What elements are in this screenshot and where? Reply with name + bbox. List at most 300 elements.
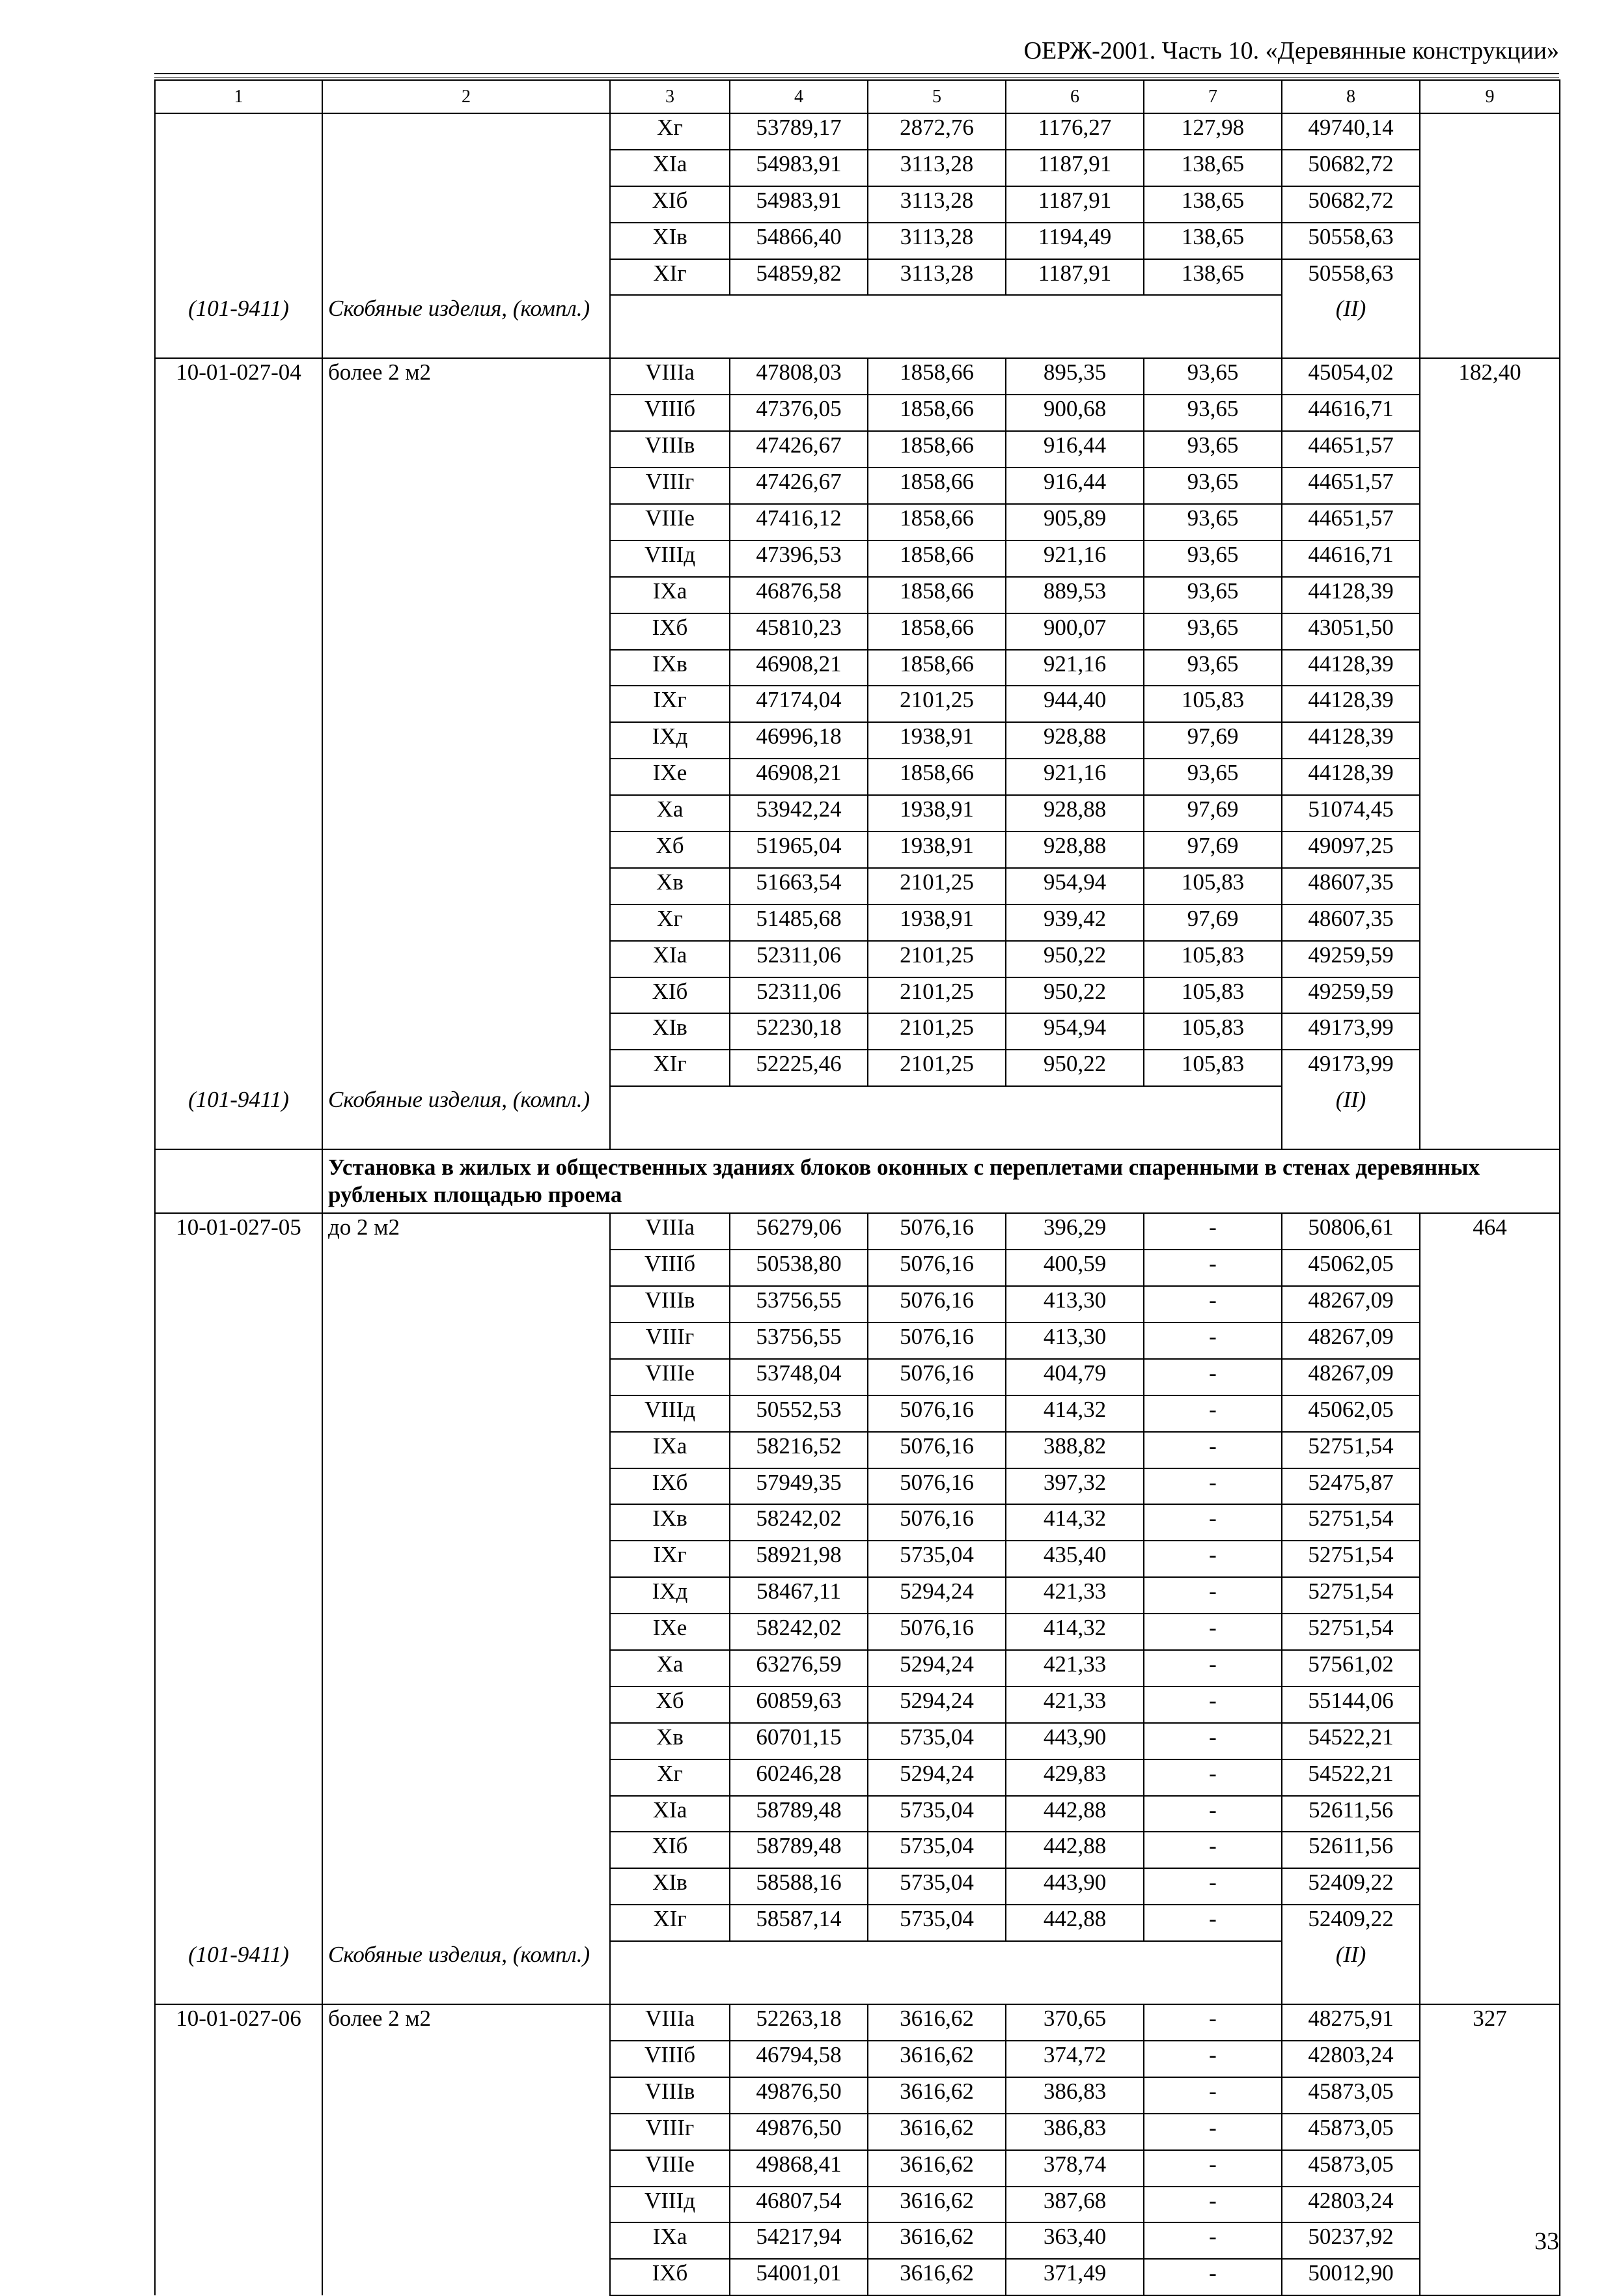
rate-code-cell (155, 650, 322, 686)
value-cell: 442,88 (1006, 1796, 1144, 1832)
value-cell: 900,68 (1006, 395, 1144, 431)
header-rule (154, 73, 1559, 74)
value-cell: 414,32 (1006, 1395, 1144, 1432)
value-cell: 387,68 (1006, 2187, 1144, 2223)
table-row (155, 2222, 1560, 2259)
value-cell: 50237,92 (1282, 2222, 1420, 2259)
value-cell: 50538,80 (730, 1250, 868, 1286)
value-cell: 47396,53 (730, 540, 868, 577)
rate-code-cell (155, 1541, 322, 1577)
zone-cell: VIIIг (610, 1323, 730, 1359)
value-cell: - (1144, 1432, 1282, 1468)
value-cell: 1938,91 (868, 904, 1006, 941)
table-row (155, 795, 1560, 832)
value-cell: 5076,16 (868, 1250, 1006, 1286)
value-cell: 5076,16 (868, 1395, 1006, 1432)
value-cell: 1938,91 (868, 795, 1006, 832)
value-cell: 58921,98 (730, 1541, 868, 1577)
rate-code-cell (155, 1868, 322, 1905)
value-cell: 5735,04 (868, 1723, 1006, 1759)
value-cell: 5294,24 (868, 1650, 1006, 1687)
value-cell: - (1144, 2222, 1282, 2259)
zone-cell: Xг (610, 113, 730, 150)
rate-name-cell (322, 150, 610, 186)
zone-cell: XIб (610, 186, 730, 223)
rate-name-cell (322, 1359, 610, 1395)
rate-name-cell (322, 1832, 610, 1868)
rate-code-cell (155, 395, 322, 431)
value-cell: 363,40 (1006, 2222, 1144, 2259)
note-text: Скобяные изделия, (компл.) (322, 1941, 610, 2004)
rate-name-cell (322, 2222, 610, 2259)
value-cell: 93,65 (1144, 650, 1282, 686)
value-cell: 52311,06 (730, 941, 868, 977)
rate-code-cell (155, 613, 322, 650)
zone-cell: XIб (610, 1832, 730, 1868)
table-body (155, 80, 1560, 2295)
value-cell: 53756,55 (730, 1323, 868, 1359)
value-cell: 45062,05 (1282, 1250, 1420, 1286)
zone-cell: VIIIе (610, 1359, 730, 1395)
rate-code-cell (155, 1577, 322, 1614)
rate-code-cell (155, 223, 322, 259)
rate-name-cell (322, 1687, 610, 1723)
zone-cell: IXв (610, 1504, 730, 1541)
rate-name-cell (322, 977, 610, 1014)
rate-name-cell (322, 868, 610, 904)
value-cell: 3616,62 (868, 2077, 1006, 2114)
zone-cell: IXе (610, 759, 730, 795)
zone-cell: VIIIг (610, 468, 730, 504)
value-cell: 1858,66 (868, 613, 1006, 650)
value-cell: 47426,67 (730, 468, 868, 504)
value-cell: 386,83 (1006, 2077, 1144, 2114)
rate-code-cell (155, 1050, 322, 1086)
table-row (155, 150, 1560, 186)
value-cell: 404,79 (1006, 1359, 1144, 1395)
value-cell: 421,33 (1006, 1687, 1144, 1723)
rate-code-cell (155, 2114, 322, 2150)
table-row (155, 186, 1560, 223)
value-cell: 921,16 (1006, 759, 1144, 795)
value-cell: 1858,66 (868, 431, 1006, 468)
value-cell: - (1144, 1650, 1282, 1687)
value-cell: 60246,28 (730, 1759, 868, 1796)
value-cell: 1858,66 (868, 395, 1006, 431)
value-cell: 1938,91 (868, 832, 1006, 868)
rate-name-cell (322, 468, 610, 504)
value-cell: 50558,63 (1282, 259, 1420, 296)
table-row (155, 113, 1560, 150)
rate-code-cell (155, 186, 322, 223)
value-cell: - (1144, 1687, 1282, 1723)
value-cell: 45054,02 (1282, 358, 1420, 395)
value-cell: 2101,25 (868, 1050, 1006, 1086)
value-cell: 47174,04 (730, 686, 868, 722)
value-cell: - (1144, 2187, 1282, 2223)
value-cell: 45810,23 (730, 613, 868, 650)
rate-name-cell (322, 577, 610, 613)
rate-name-cell (322, 2114, 610, 2150)
value-cell: 5076,16 (868, 1504, 1006, 1541)
rate-name-cell (322, 1650, 610, 1687)
value-cell: 954,94 (1006, 1013, 1144, 1050)
value-cell: - (1144, 1213, 1282, 1250)
value-cell: 45873,05 (1282, 2077, 1420, 2114)
zone-cell: VIIIв (610, 1286, 730, 1323)
value-cell: 413,30 (1006, 1286, 1144, 1323)
zone-cell: IXд (610, 1577, 730, 1614)
value-cell: 97,69 (1144, 795, 1282, 832)
section-title: Установка в жилых и общественных зданиях блоков оконных с переплетами спаренными в стенах деревянных рубленых площадью проема (322, 1149, 1560, 1213)
zone-cell: Xб (610, 1687, 730, 1723)
value-cell: 93,65 (1144, 395, 1282, 431)
value-cell: - (1144, 1868, 1282, 1905)
value-cell: 46807,54 (730, 2187, 868, 2223)
value-cell: 413,30 (1006, 1323, 1144, 1359)
value-cell: 105,83 (1144, 941, 1282, 977)
value-cell: 58789,48 (730, 1796, 868, 1832)
value-cell: 60701,15 (730, 1723, 868, 1759)
rate-code-cell (155, 2077, 322, 2114)
table-row (155, 941, 1560, 977)
column-number: 8 (1282, 80, 1420, 113)
value-cell: 5076,16 (868, 1432, 1006, 1468)
value-cell: 378,74 (1006, 2150, 1144, 2187)
value-cell: - (1144, 1905, 1282, 1941)
value-cell: 51074,45 (1282, 795, 1420, 832)
value-cell: 3616,62 (868, 2004, 1006, 2041)
note-row (155, 1086, 1560, 1149)
value-cell: 52611,56 (1282, 1796, 1420, 1832)
value-cell: 50806,61 (1282, 1213, 1420, 1250)
rate-code (155, 113, 322, 150)
value-cell: 49876,50 (730, 2077, 868, 2114)
value-cell: 5294,24 (868, 1687, 1006, 1723)
value-cell: 58242,02 (730, 1614, 868, 1650)
value-cell: 97,69 (1144, 832, 1282, 868)
value-cell: 52409,22 (1282, 1868, 1420, 1905)
value-cell: 58789,48 (730, 1832, 868, 1868)
column-number: 5 (868, 80, 1006, 113)
table-row (155, 577, 1560, 613)
zone-cell: XIа (610, 941, 730, 977)
table-row (155, 1905, 1560, 1941)
value-cell: 5076,16 (868, 1468, 1006, 1505)
rate-code: 10-01-027-04 (155, 358, 322, 395)
value-cell: 60859,63 (730, 1687, 868, 1723)
value-cell: 44128,39 (1282, 759, 1420, 795)
value-cell: 5076,16 (868, 1213, 1006, 1250)
rate-name-cell (322, 395, 610, 431)
value-cell: 105,83 (1144, 977, 1282, 1014)
value-cell: 54866,40 (730, 223, 868, 259)
value-cell: - (1144, 1323, 1282, 1359)
value-cell: 3113,28 (868, 259, 1006, 296)
value-cell: 44128,39 (1282, 686, 1420, 722)
value-cell: 3616,62 (868, 2114, 1006, 2150)
value-cell: 57949,35 (730, 1468, 868, 1505)
zone-cell: XIа (610, 150, 730, 186)
value-cell: 48267,09 (1282, 1359, 1420, 1395)
value-cell: 93,65 (1144, 577, 1282, 613)
zone-cell: IXб (610, 613, 730, 650)
value-cell: 3616,62 (868, 2187, 1006, 2223)
rate-name-cell (322, 650, 610, 686)
rate-name-cell (322, 795, 610, 832)
table-row (155, 2004, 1560, 2041)
table-row (155, 540, 1560, 577)
zone-cell: Xг (610, 904, 730, 941)
zone-cell: XIб (610, 977, 730, 1014)
rate-name-cell (322, 1796, 610, 1832)
table-row (155, 2077, 1560, 2114)
value-cell: 371,49 (1006, 2259, 1144, 2295)
table-row (155, 1723, 1560, 1759)
zone-cell: Xв (610, 868, 730, 904)
zone-cell: VIIIд (610, 540, 730, 577)
rate-name-cell (322, 186, 610, 223)
rate-code-cell (155, 1614, 322, 1650)
rate-name-cell (322, 1723, 610, 1759)
table-row (155, 2041, 1560, 2077)
value-cell: 1858,66 (868, 540, 1006, 577)
rate-code-cell (155, 1723, 322, 1759)
rate-code-cell (155, 1687, 322, 1723)
value-cell: 1858,66 (868, 504, 1006, 540)
value-cell: 52475,87 (1282, 1468, 1420, 1505)
table-row (155, 1759, 1560, 1796)
value-cell: 138,65 (1144, 259, 1282, 296)
zone-cell: VIIIб (610, 395, 730, 431)
rate-code-cell (155, 1832, 322, 1868)
table-row (155, 1796, 1560, 1832)
value-cell: 429,83 (1006, 1759, 1144, 1796)
value-cell: 44128,39 (1282, 650, 1420, 686)
rate-code-cell (155, 686, 322, 722)
rate-code-cell (155, 1432, 322, 1468)
value-cell: 54522,21 (1282, 1759, 1420, 1796)
rate-name-cell (322, 1395, 610, 1432)
zone-cell: IXа (610, 577, 730, 613)
value-cell: 105,83 (1144, 1050, 1282, 1086)
note-row (155, 1941, 1560, 2004)
value-cell: 47416,12 (730, 504, 868, 540)
value-cell: 53748,04 (730, 1359, 868, 1395)
note-text: Скобяные изделия, (компл.) (322, 1086, 610, 1149)
value-cell: 50682,72 (1282, 186, 1420, 223)
column-number: 4 (730, 80, 868, 113)
value-cell: 48267,09 (1282, 1286, 1420, 1323)
zone-cell: XIг (610, 1905, 730, 1941)
value-cell: 895,35 (1006, 358, 1144, 395)
value-cell: 2101,25 (868, 686, 1006, 722)
value-cell: 1858,66 (868, 358, 1006, 395)
value-cell: 49097,25 (1282, 832, 1420, 868)
note-code: (101-9411) (155, 1086, 322, 1149)
value-cell: 45062,05 (1282, 1395, 1420, 1432)
value-cell: 105,83 (1144, 1013, 1282, 1050)
rate-name-cell (322, 259, 610, 296)
rate-code-cell (155, 2150, 322, 2187)
rate-name-cell (322, 759, 610, 795)
zone-cell: XIг (610, 259, 730, 296)
value-cell: 58588,16 (730, 1868, 868, 1905)
value-cell: 56279,06 (730, 1213, 868, 1250)
rate-name-cell (322, 1050, 610, 1086)
value-cell: 54983,91 (730, 186, 868, 223)
rate-code-cell (155, 1395, 322, 1432)
value-cell: 54001,01 (730, 2259, 868, 2295)
column-number: 6 (1006, 80, 1144, 113)
zone-cell: XIг (610, 1050, 730, 1086)
column-number: 1 (155, 80, 322, 113)
rate-code-cell (155, 1650, 322, 1687)
col9-value: 327 (1420, 2004, 1560, 2295)
value-cell: 52751,54 (1282, 1504, 1420, 1541)
note-col8: (II) (1282, 295, 1420, 358)
zone-cell: IXа (610, 1432, 730, 1468)
value-cell: 45873,05 (1282, 2150, 1420, 2187)
value-cell: - (1144, 1541, 1282, 1577)
value-cell: 1187,91 (1006, 259, 1144, 296)
value-cell: 3616,62 (868, 2222, 1006, 2259)
value-cell: - (1144, 1832, 1282, 1868)
value-cell: 138,65 (1144, 150, 1282, 186)
zone-cell: VIIIб (610, 1250, 730, 1286)
column-number: 3 (610, 80, 730, 113)
section-title-blank (155, 1149, 322, 1213)
value-cell: 93,65 (1144, 504, 1282, 540)
value-cell: 916,44 (1006, 468, 1144, 504)
value-cell: 928,88 (1006, 832, 1144, 868)
value-cell: 3113,28 (868, 150, 1006, 186)
value-cell: 3616,62 (868, 2041, 1006, 2077)
value-cell: 49173,99 (1282, 1050, 1420, 1086)
value-cell: 54522,21 (1282, 1723, 1420, 1759)
table-row (155, 904, 1560, 941)
zone-cell: VIIIе (610, 2150, 730, 2187)
value-cell: 1858,66 (868, 468, 1006, 504)
value-cell: 54983,91 (730, 150, 868, 186)
value-cell: 1858,66 (868, 650, 1006, 686)
value-cell: 49259,59 (1282, 977, 1420, 1014)
rate-name-cell (322, 1541, 610, 1577)
table-row (155, 1868, 1560, 1905)
table-row (155, 2150, 1560, 2187)
value-cell: 52409,22 (1282, 1905, 1420, 1941)
value-cell: 47376,05 (730, 395, 868, 431)
rate-code-cell (155, 1468, 322, 1505)
rate-name-cell (322, 2077, 610, 2114)
value-cell: 93,65 (1144, 613, 1282, 650)
column-number: 2 (322, 80, 610, 113)
value-cell: 52751,54 (1282, 1432, 1420, 1468)
value-cell: 53789,17 (730, 113, 868, 150)
value-cell: 50012,90 (1282, 2259, 1420, 2295)
value-cell: 52311,06 (730, 977, 868, 1014)
rate-code-cell (155, 504, 322, 540)
rate-name-cell (322, 1504, 610, 1541)
rate-code: 10-01-027-06 (155, 2004, 322, 2041)
value-cell: 3616,62 (868, 2150, 1006, 2187)
value-cell: 921,16 (1006, 540, 1144, 577)
rate-code-cell (155, 722, 322, 759)
rate-code-cell (155, 2187, 322, 2223)
value-cell: 138,65 (1144, 223, 1282, 259)
value-cell: 43051,50 (1282, 613, 1420, 650)
value-cell: 2872,76 (868, 113, 1006, 150)
table-row (155, 1614, 1560, 1650)
note-blank (610, 295, 1282, 358)
value-cell: 46908,21 (730, 650, 868, 686)
rate-code-cell (155, 868, 322, 904)
value-cell: 93,65 (1144, 358, 1282, 395)
value-cell: 443,90 (1006, 1723, 1144, 1759)
value-cell: 5735,04 (868, 1905, 1006, 1941)
table-row (155, 1359, 1560, 1395)
table-row (155, 1250, 1560, 1286)
rate-code-cell (155, 1796, 322, 1832)
value-cell: 5076,16 (868, 1323, 1006, 1359)
value-cell: 52751,54 (1282, 1614, 1420, 1650)
rate-code-cell (155, 540, 322, 577)
value-cell: - (1144, 1796, 1282, 1832)
value-cell: 889,53 (1006, 577, 1144, 613)
table-row (155, 2114, 1560, 2150)
table-row (155, 977, 1560, 1014)
value-cell: 138,65 (1144, 186, 1282, 223)
rate-name-cell (322, 904, 610, 941)
value-cell: 97,69 (1144, 722, 1282, 759)
rate-code-cell (155, 977, 322, 1014)
note-col8: (II) (1282, 1086, 1420, 1149)
rate-name-cell (322, 2187, 610, 2223)
value-cell: 52263,18 (730, 2004, 868, 2041)
rate-name-cell (322, 1468, 610, 1505)
table-row (155, 1468, 1560, 1505)
zone-cell: VIIIа (610, 1213, 730, 1250)
value-cell: 42803,24 (1282, 2041, 1420, 2077)
rate-name-cell (322, 1286, 610, 1323)
value-cell: - (1144, 1577, 1282, 1614)
zone-cell: XIв (610, 1013, 730, 1050)
value-cell: - (1144, 1395, 1282, 1432)
rate-code-cell (155, 1504, 322, 1541)
column-number: 9 (1420, 80, 1560, 113)
rate-code-cell (155, 1250, 322, 1286)
value-cell: 396,29 (1006, 1213, 1144, 1250)
table-row (155, 832, 1560, 868)
value-cell: 374,72 (1006, 2041, 1144, 2077)
value-cell: 127,98 (1144, 113, 1282, 150)
zone-cell: Xб (610, 832, 730, 868)
note-text: Скобяные изделия, (компл.) (322, 295, 610, 358)
col9-value (1420, 113, 1560, 358)
value-cell: 1187,91 (1006, 186, 1144, 223)
value-cell: 3113,28 (868, 186, 1006, 223)
value-cell: 51965,04 (730, 832, 868, 868)
table-row (155, 1650, 1560, 1687)
rate-name-cell (322, 941, 610, 977)
value-cell: 414,32 (1006, 1614, 1144, 1650)
value-cell: 414,32 (1006, 1504, 1144, 1541)
value-cell: 5076,16 (868, 1614, 1006, 1650)
value-cell: 442,88 (1006, 1832, 1144, 1868)
rate-name-cell (322, 1577, 610, 1614)
zone-cell: XIа (610, 1796, 730, 1832)
rate-code-cell (155, 259, 322, 296)
